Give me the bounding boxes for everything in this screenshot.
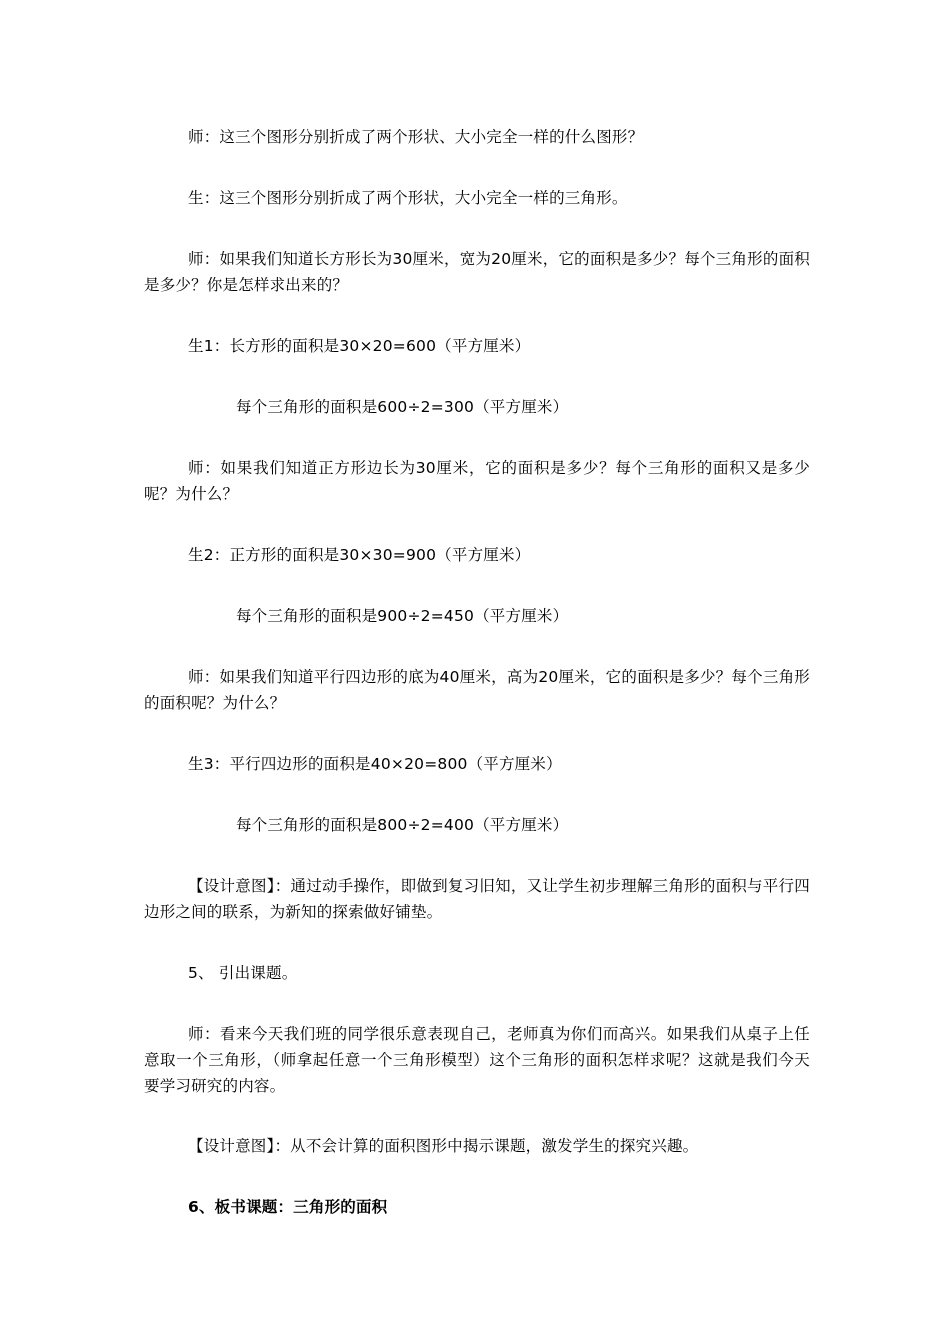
- teacher-question-square: 师：如果我们知道正方形边长为30厘米，它的面积是多少？每个三角形的面积又是多少呢？为什么？: [144, 459, 810, 503]
- student1-triangle-area: 每个三角形的面积是600÷2=300（平方厘米）: [236, 398, 569, 416]
- student1-rectangle-area: 生1：长方形的面积是30×20=600（平方厘米）: [188, 337, 531, 355]
- teacher-introduction: 师：看来今天我们班的同学很乐意表现自己，老师真为你们而高兴。如果我们从桌子上任意取一个三角形，（师拿起任意一个三角形模型）这个三角形的面积怎样求呢？这就是我们今天要学习研究的内容。: [144, 1025, 810, 1095]
- design-intent-1: 【设计意图】：通过动手操作，即做到复习旧知，又让学生初步理解三角形的面积与平行四边形之间的联系，为新知的探索做好铺垫。: [144, 877, 810, 921]
- student3-parallelogram-area: 生3：平行四边形的面积是40×20=800（平方厘米）: [188, 755, 562, 773]
- student2-square-area: 生2：正方形的面积是30×30=900（平方厘米）: [188, 546, 531, 564]
- section-5-heading: 5、 引出课题。: [188, 964, 298, 982]
- student2-triangle-area: 每个三角形的面积是900÷2=450（平方厘米）: [236, 607, 569, 625]
- teacher-question-parallelogram: 师：如果我们知道平行四边形的底为40厘米，高为20厘米，它的面积是多少？每个三角形的面积呢？为什么？: [144, 668, 810, 712]
- student3-triangle-area: 每个三角形的面积是800÷2=400（平方厘米）: [236, 816, 569, 834]
- teacher-question-1: 师：这三个图形分别折成了两个形状、大小完全一样的什么图形？: [188, 128, 644, 146]
- section-6-heading: 6、板书课题：三角形的面积: [188, 1198, 388, 1216]
- student-answer-1: 生：这三个图形分别折成了两个形状，大小完全一样的三角形。: [188, 189, 628, 207]
- teacher-question-rectangle: 师：如果我们知道长方形长为30厘米，宽为20厘米，它的面积是多少？每个三角形的面积是多少？你是怎样求出来的？: [144, 250, 810, 294]
- design-intent-2: 【设计意图】：从不会计算的面积图形中揭示课题，激发学生的探究兴趣。: [188, 1137, 699, 1155]
